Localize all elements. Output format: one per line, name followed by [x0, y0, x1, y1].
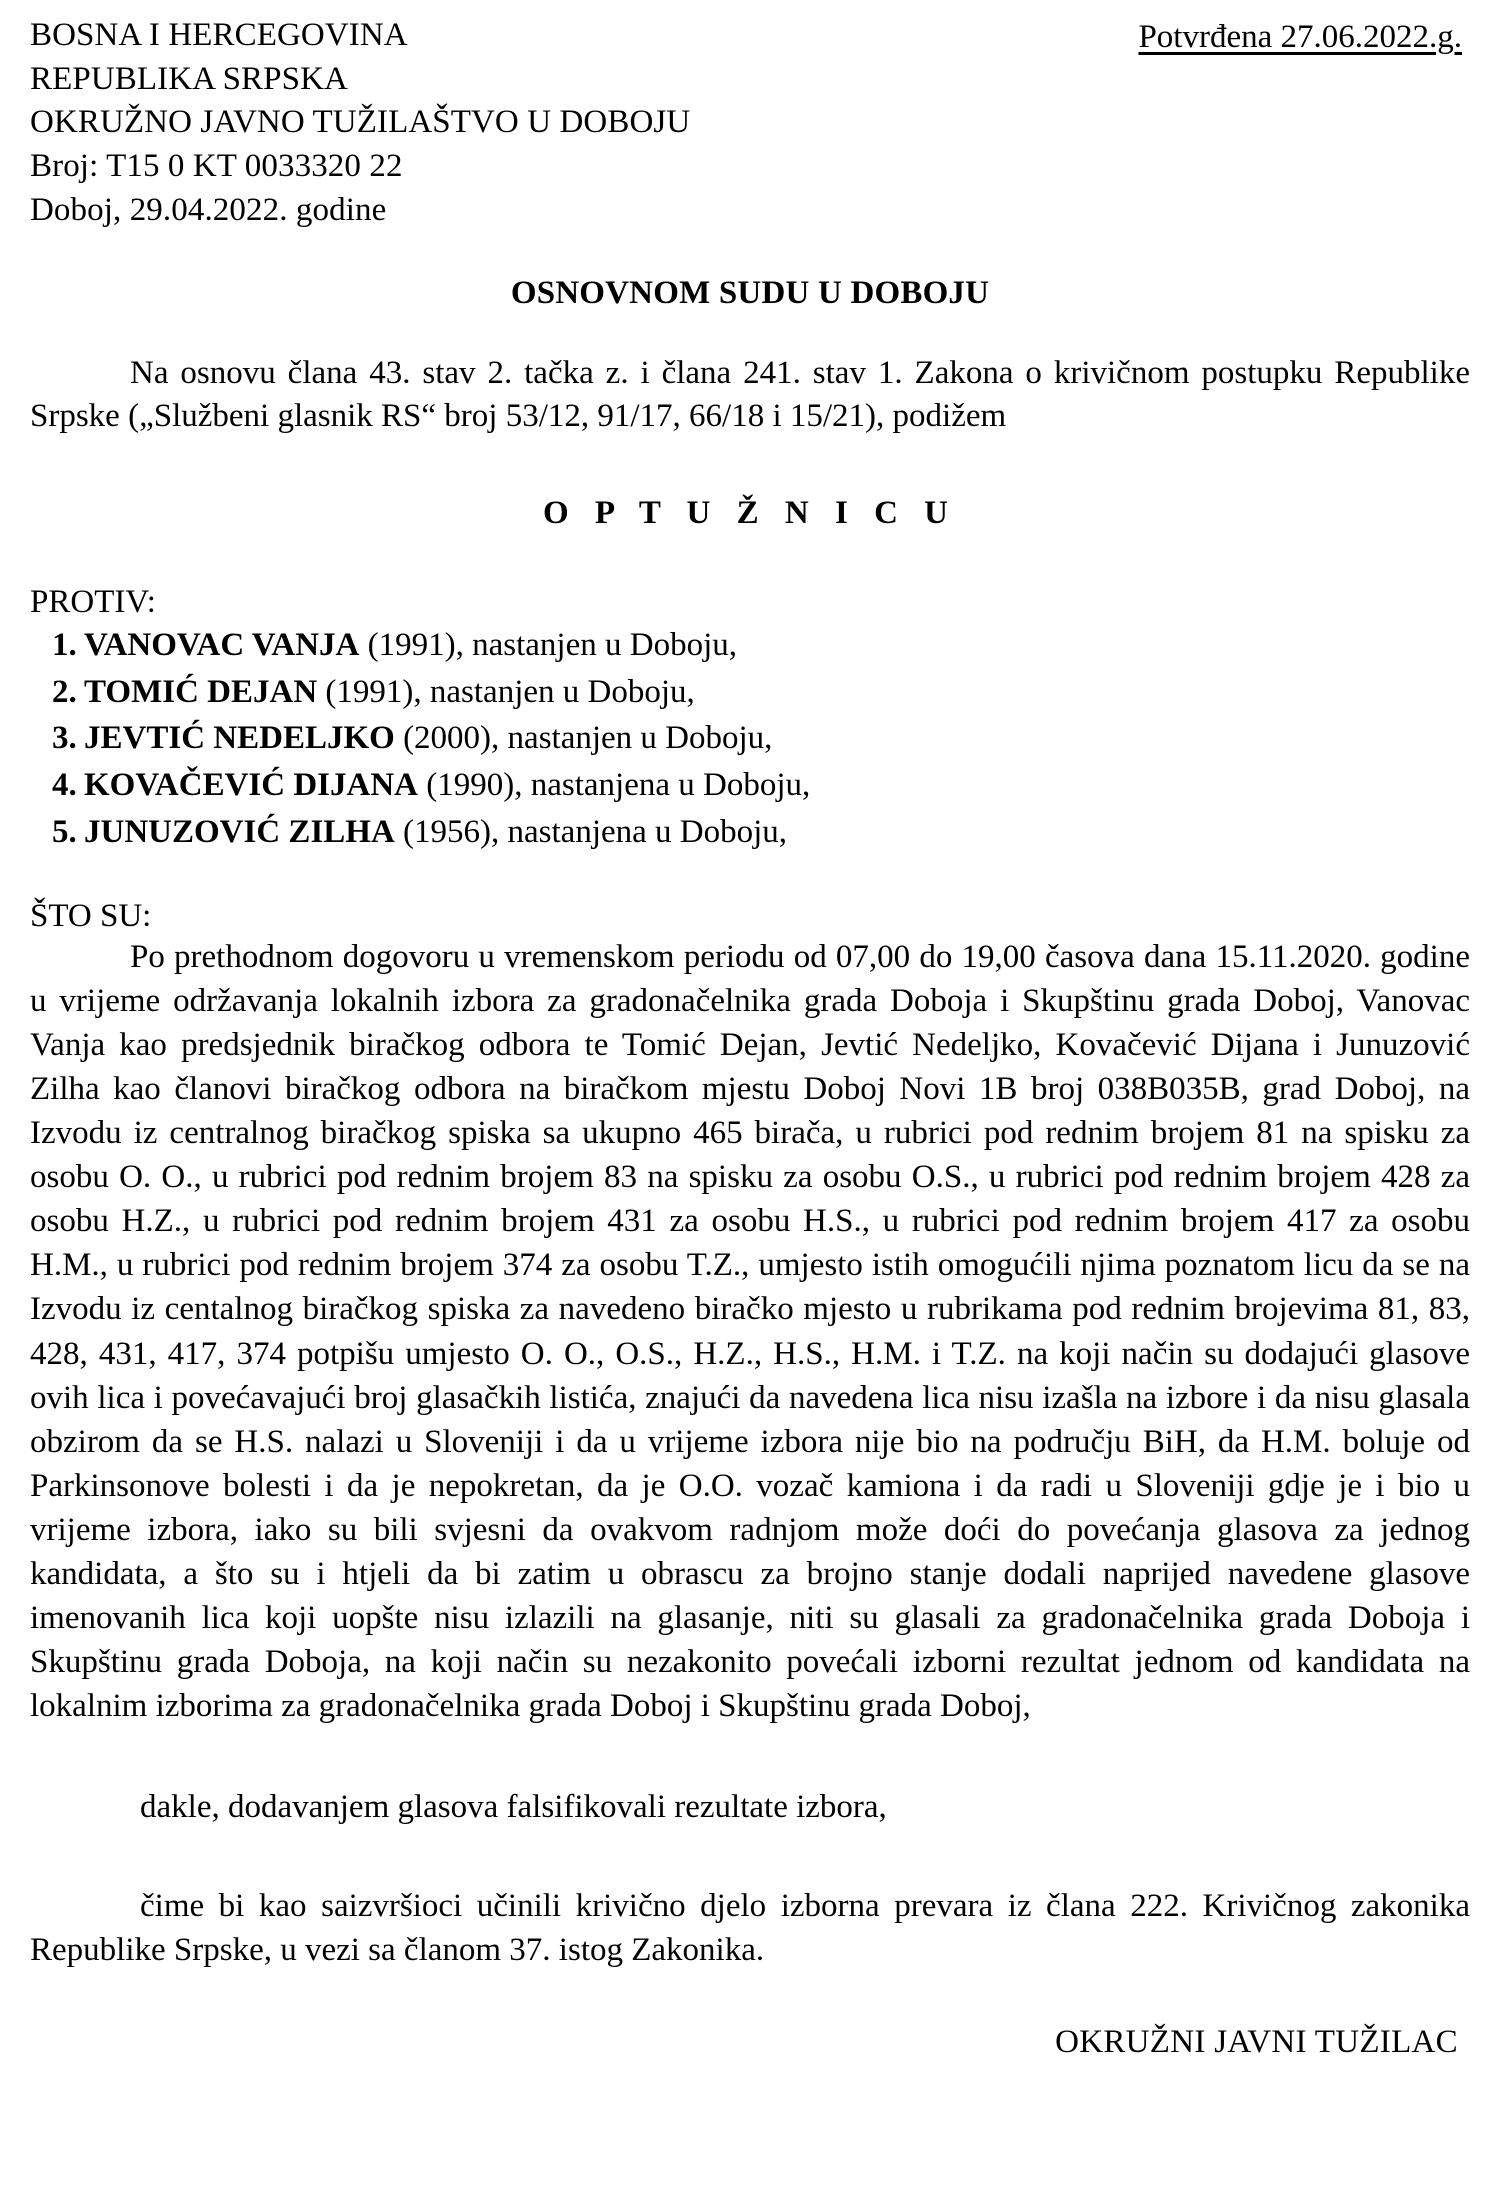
signatory-title: OKRUŽNI JAVNI TUŽILAC: [1055, 2024, 1458, 2061]
indictment-title: O P T U Ž N I C U: [542, 495, 957, 532]
defendant-list: [30, 624, 1470, 854]
defendant-details: (1991), nastanjen u Doboju,: [317, 673, 695, 710]
document-body: [30, 14, 1470, 2061]
confirmation-block: [1138, 14, 1470, 60]
list-item: [30, 624, 1470, 668]
header-line-entity: REPUBLIKA SRPSKA: [30, 60, 348, 97]
defendant-name: JUNUZOVIĆ ZILHA: [84, 813, 395, 850]
defendant-details: (1991), nastanjen u Doboju,: [359, 627, 737, 664]
charge-body-paragraph: Po prethodnom dogovoru u vremenskom periodu od 07,00 do 19,00 časova dana 15.11.2020. godine u vrijeme održavanja lokalnih izbora za gradonačelnika grada Doboja i Skupštinu grada Doboj, Vanovac Vanja kao predsjednik biračkog odbora te Tomić Dejan, Jevtić Nedeljko, Kovačević Dijana i Junuzović Zilha kao članovi biračkog odbora na biračkom mjestu Doboj Novi 1B broj 038B035B, grad Doboj, na Izvodu iz centralnog biračkog spiska sa ukupno 465 birača, u rubrici pod rednim brojem 81 na spisku za osobu O. O., u rubrici pod rednim brojem 83 na spisku za osobu O.S., u rubrici pod rednim brojem 428 za osobu H.Z., u rubrici pod rednim brojem 431 za osobu H.S., u rubrici pod rednim brojem 417 za osobu H.M., u rubrici pod rednim brojem 374 za osobu T.Z., umjesto istih omogućili njima poznatom licu da se na Izvodu iz centalnog biračkog spiska za navedeno biračko mjesto u rubrikama pod rednim brojevima 81, 83, 428, 431, 417, 374 potpišu umjesto O. O., O.S., H.Z., H.S., H.M. i T.Z. na koji način su dodajući glasove ovih lica i povećavajući broj glasačkih listića, znajući da navedena lica nisu izašla na izbore i da nisu glasala obzirom da se H.S. nalazi u Sloveniji i da u vrijeme izbora nije bio na području BiH, da H.M. boluje od Parkinsonove bolesti i da je nepokretan, da je O.O. vozač kamiona i da radi u Sloveniji gdje je i bio u vrijeme izbora, iako su bili svjesni da ovakvom radnjom može doći do povećanja glasova za jednog kandidata, a što su i htjeli da bi zatim u obrascu za brojno stanje dodali naprijed navedene glasove imenovanih lica koji uopšte nisu izlazili na glasanje, niti su glasali za gradonačelnika grada Doboja i Skupštinu grada Doboja, na koji način su nezakonito povećali izborni rezultat jednom od kandidata na lokalnim izborima za gradonačelnika grada Doboj i Skupštinu grada Doboj,: [30, 939, 1470, 1724]
issuing-authority-block: [30, 14, 690, 233]
defendant-details: (2000), nastanjen u Doboju,: [394, 720, 773, 757]
defendant-number: 5.: [52, 813, 77, 850]
defendant-details: (1956), nastanjena u Doboju,: [394, 813, 788, 850]
header-line-country: BOSNA I HERCEGOVINA: [30, 17, 408, 53]
conclusion-cime-paragraph: čime bi kao saizvršioci učinili krivično djelo izborna prevara iz člana 222. Krivičnog zakonika Republike Srpske, u vezi sa članom 37. istog Zakonika.: [30, 1887, 1470, 1969]
document-header: [30, 14, 1470, 233]
signature-block: [30, 2024, 1470, 2061]
list-item: [30, 764, 1470, 808]
legal-basis-paragraph: Na osnovu člana 43. stav 2. tačka z. i člana 241. stav 1. Zakona o krivičnom postupku Republike Srpske („Službeni glasnik RS“ broj 53/12, 91/17, 66/18 i 15/21), podižem: [30, 354, 1470, 435]
defendant-details: (1990), nastanjena u Doboju,: [418, 766, 811, 803]
against-label: PROTIV:: [30, 584, 156, 621]
header-line-case-number: Broj: T15 0 KT 0033320 22: [30, 148, 403, 185]
defendant-number: 4.: [52, 766, 77, 803]
charge-intro-label: ŠTO SU:: [30, 898, 152, 935]
defendant-name: KOVAČEVIĆ DIJANA: [84, 766, 419, 803]
confirmation-stamp: Potvrđena 27.06.2022.g.: [1138, 19, 1462, 55]
list-item: [30, 717, 1470, 761]
defendant-number: 2.: [52, 673, 77, 710]
defendant-name: VANOVAC VANJA: [84, 627, 360, 664]
defendant-name: JEVTIĆ NEDELJKO: [84, 720, 395, 757]
header-line-place-date: Doboj, 29.04.2022. godine: [30, 191, 387, 228]
defendant-number: 1.: [52, 627, 77, 664]
header-line-office: OKRUŽNO JAVNO TUŽILAŠTVO U DOBOJU: [30, 104, 691, 141]
list-item: [30, 811, 1470, 855]
defendant-name: TOMIĆ DEJAN: [84, 673, 318, 710]
court-addressee: OSNOVNOM SUDU U DOBOJU: [510, 274, 990, 311]
defendant-number: 3.: [52, 720, 77, 757]
list-item: [30, 671, 1470, 715]
conclusion-dakle-paragraph: dakle, dodavanjem glasova falsifikovali rezultate izbora,: [140, 1788, 887, 1825]
